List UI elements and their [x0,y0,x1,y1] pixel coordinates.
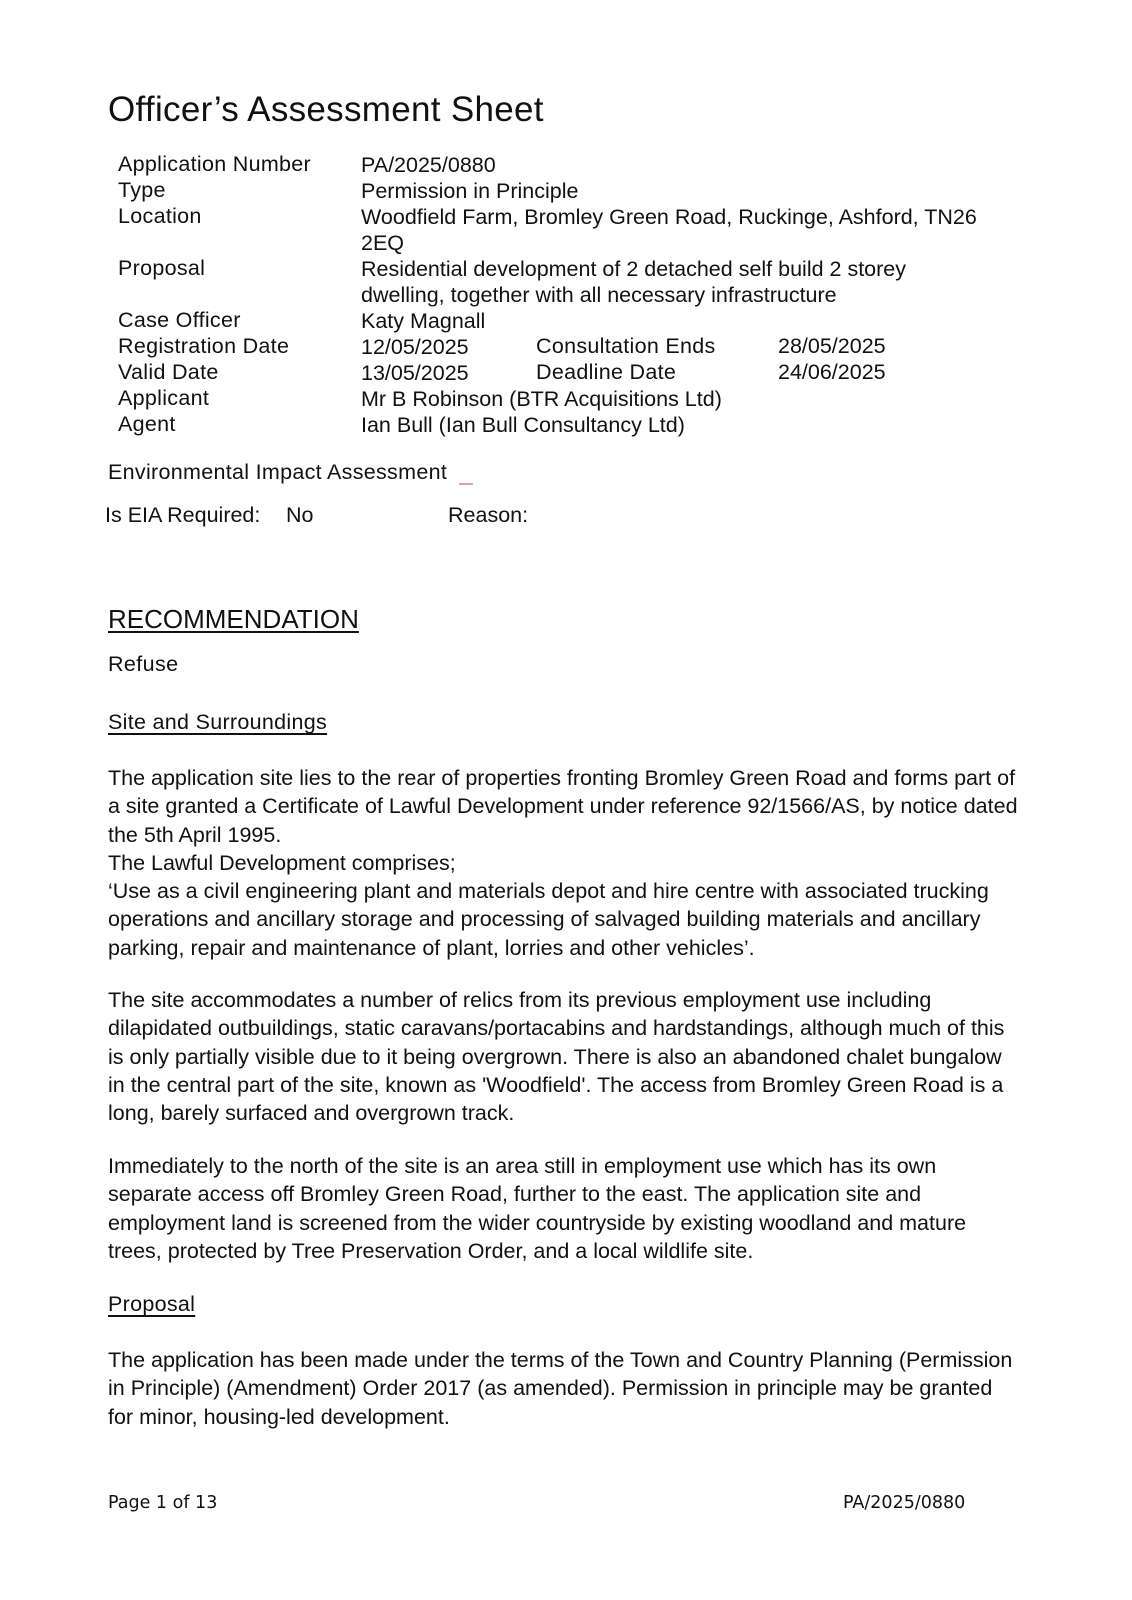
detail-label: Proposal [118,256,206,280]
detail-label: Type [118,178,166,202]
site-paragraph-3: Immediately to the north of the site is an area still in employment use which has its own separate access off Bromley Green Road, further to the east. The application site and employment land is screened from the wider countryside by existing woodland and mature trees, protected by Tree Preservation Order, and a local wildlife site. [108,1154,967,1263]
detail-value: 24/06/2025 [778,360,886,384]
detail-label: Location [118,204,202,228]
detail-label: Application Number [118,152,312,176]
paragraph-line: The application site lies to the rear of properties fronting Bromley Green Road and forms part of a site granted a Certificate of Lawful Development under reference 92/1566/AS, by notice dated the 5th April 1995. [108,766,1018,847]
eia-heading [108,460,473,485]
detail-value: Residential development of 2 detached self build 2 storey dwelling, together with all necessary infrastructure [361,257,907,307]
detail-value: Mr B Robinson (BTR Acquisitions Ltd) [361,387,722,411]
detail-value: PA/2025/0880 [361,153,496,177]
site-paragraph-2: The site accommodates a number of relics from its previous employment use including dilapidated outbuildings, static caravans/portacabins and hardstandings, although much of this is only partially visible due to it being overgrown. There is also an abandoned chalet bungalow in the central part of the site, known as 'Woodfield'. The access from Bromley Green Road is a long, barely surfaced and overgrown track. [108,988,1005,1126]
detail-value: Ian Bull (Ian Bull Consultancy Ltd) [361,413,685,437]
proposal-paragraph: The application has been made under the terms of the Town and Country Planning (Permission in Principle) (Amendment) Order 2017 (as amended). Permission in principle may be granted for minor, housing-led development. [108,1348,1013,1429]
site-paragraph-1 [108,764,1020,962]
paragraph-line: ‘Use as a civil engineering plant and materials depot and hire centre with associated trucking operations and ancillary storage and processing of salvaged building materials and ancillary parking, repair and maintenance of plant, lorries and other vehicles’. [108,879,989,960]
recommendation-value: Refuse [108,652,179,676]
eia-heading-text: Environmental Impact Assessment [108,460,448,484]
annotation-mark [459,483,473,485]
detail-label: Agent [118,412,176,436]
eia-required-value: No [286,503,314,527]
eia-reason-label: Reason: [448,503,529,527]
detail-label: Consultation Ends [536,334,716,358]
detail-value: 28/05/2025 [778,334,886,358]
detail-value: Woodfield Farm, Bromley Green Road, Ruckinge, Ashford, TN26 2EQ [361,205,977,255]
site-heading: Site and Surroundings [108,710,328,734]
footer-reference: PA/2025/0880 [843,1493,966,1513]
proposal-heading: Proposal [108,1292,196,1316]
paragraph-line: The Lawful Development comprises; [108,850,456,875]
detail-value: 12/05/2025 [361,335,469,359]
detail-value: Permission in Principle [361,179,579,203]
detail-label: Valid Date [118,360,219,384]
detail-value: Katy Magnall [361,309,486,333]
detail-label: Applicant [118,386,210,410]
eia-required-label: Is EIA Required: [105,503,261,527]
page-title: Officer’s Assessment Sheet [108,90,544,129]
detail-value: 13/05/2025 [361,361,469,385]
detail-label: Registration Date [118,334,290,358]
detail-label: Case Officer [118,308,241,332]
detail-label: Deadline Date [536,360,677,384]
recommendation-heading: RECOMMENDATION [108,604,359,634]
page-number: Page 1 of 13 [108,1493,218,1513]
